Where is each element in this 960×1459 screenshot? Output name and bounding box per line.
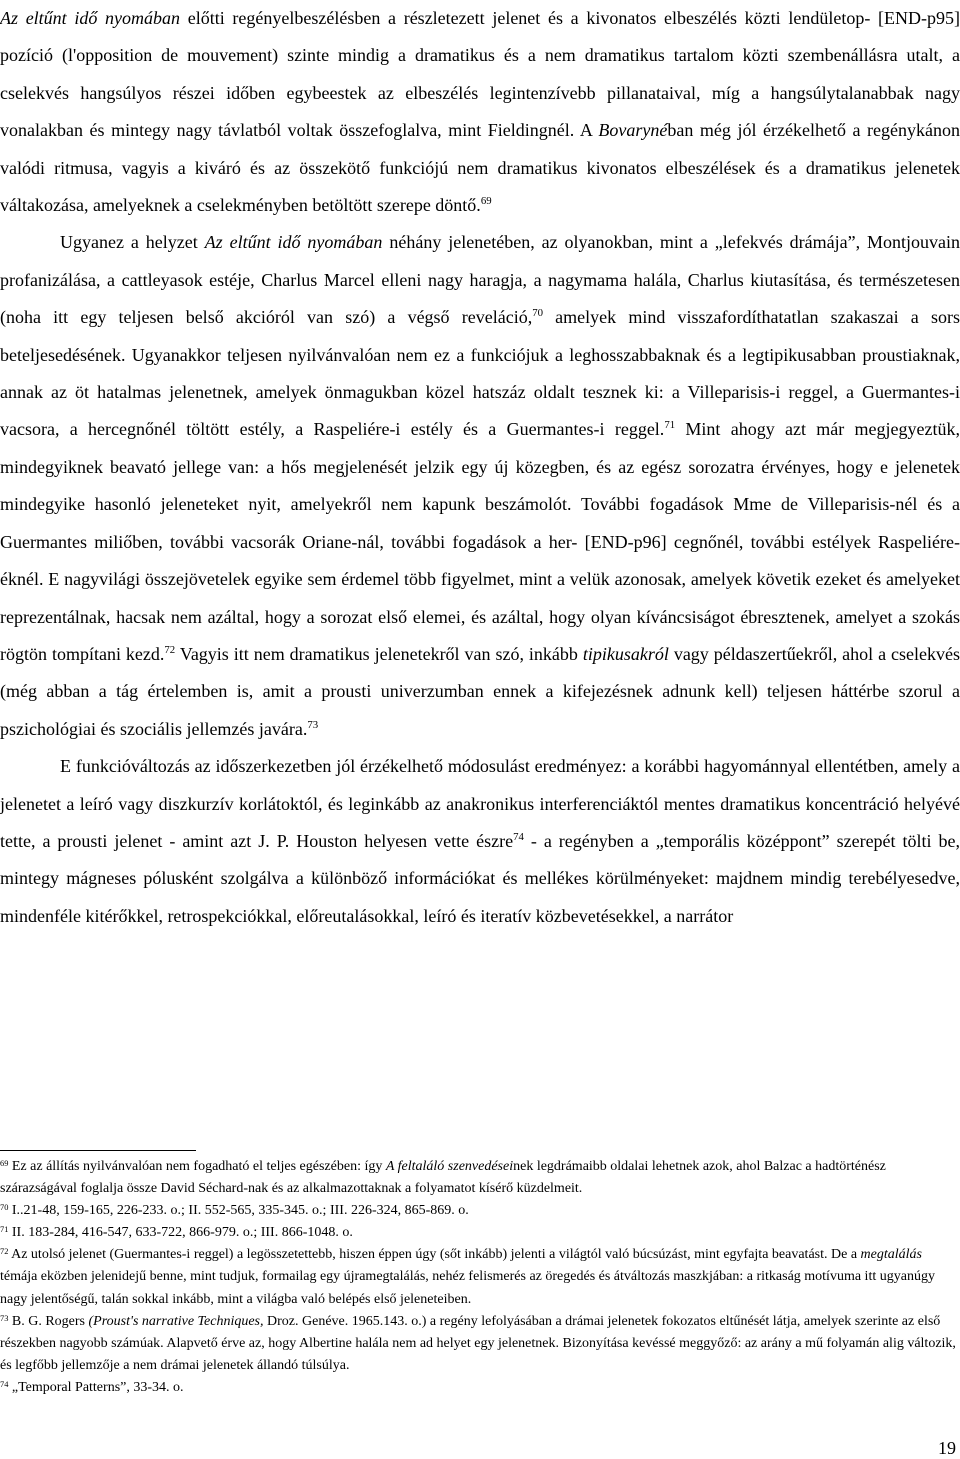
footnote-number: 73 xyxy=(0,1313,9,1323)
text-run: Mint ahogy azt már megjegyeztük, mindegyiknek beavató jellege van: a hős megjelenését jelzik egy új közegben, és az egész sorozatra érvényes, hogy e jelenetek mindegyike hasonló jeleneteket nyit, amelyekről nem kapunk beszámolót. További fogadások Mme de Villeparisis-nél és a Guermantes miliőben, további vacsorák Oriane-nál, további fogadások a her- [END-p96] cegnőnél, további estélyek Raspeliére-éknél. E nagyvilági összejövetelek egyike sem érdemel több figyelmet, mint a velük azonosak, amelyek követik ezeket és amelyeket reprezentálnak, hacsak nem azáltal, hogy a sorozat első elemei, és azáltal, hogy olyan kíváncsiságot ébresztenek, amelyet a szokás rögtön tompítani kezd. xyxy=(0,419,960,664)
footnote-69 xyxy=(0,1156,960,1200)
footnote-72 xyxy=(0,1244,960,1310)
footnote-number: 71 xyxy=(0,1225,9,1235)
text-run: néhány jelenetében, az olyanokban, mint a „lefekvés drámája”, Montjouvain profanizálása, a cattleyasok estéje, Charlus Marcel elleni nagy haragja, a nagymama halála, Charlus kiutasítása, és természetesen (noha itt egy teljesen belső akcióról van szó) a végső reveláció, xyxy=(0,232,960,328)
text-run: ban még jól érzékelhető a regénykánon valódi ritmusa, vagyis a kiváró és az összekötő funkciójú nem dramatikus kivonatos elbeszélések és a dramatikus jelenetek váltakozása, amelyeknek a cselekményben betöltött szerepe döntő. xyxy=(0,120,960,216)
text-run: Ez az állítás nyilvánvalóan nem fogadható el teljes egészében: így xyxy=(8,1159,386,1174)
page-number: 19 xyxy=(938,1438,956,1458)
book-title: Az eltűnt idő nyomában xyxy=(204,232,383,253)
footnote-number: 72 xyxy=(0,1247,9,1257)
footnote-71 xyxy=(0,1222,960,1244)
text-run: Vagyis itt nem dramatikus jelenetekről van szó, inkább xyxy=(175,643,583,664)
footnote-divider xyxy=(0,1150,196,1151)
footnote-ref: 73 xyxy=(307,718,319,731)
text-run: témája eközben jelenidejű benne, mint tudjuk, formailag egy újramegtalálás, nehéz felismerés az öregedés és átváltozás maszkjában: a ritkaság motívuma itt ugyanúgy nagy jelentőségű, talán sokkal inkább, mint a világba való belépés első jeleneteiben. xyxy=(0,1269,935,1307)
footnote-number: 74 xyxy=(0,1380,9,1390)
footnote-ref: 74 xyxy=(513,830,524,843)
emphasis: megtalálás xyxy=(860,1247,922,1263)
text-run: B. G. Rogers xyxy=(8,1313,89,1329)
text-run: vagy példaszertűekről, ahol a cselekvés (még abban a tág értelemben is, amit a prousti univerzumban ennek a kifejezésnek adnunk kell) teljesen háttérbe szorul a pszichológiai és szociális jellemzés javára. xyxy=(0,643,960,739)
text-run: I..21-48, 159-165, 226-233. o.; II. 552-565, 335-345. o.; III. 226-324, 865-869. o. xyxy=(8,1203,469,1219)
footnote-ref: 70 xyxy=(532,307,543,320)
footnote-70 xyxy=(0,1200,960,1222)
footnote-ref: 69 xyxy=(480,195,492,208)
text-run: „Temporal Patterns”, 33-34. o. xyxy=(8,1379,184,1395)
text-run: E funkcióváltozás az időszerkezetben jól érzékelhető módosulást eredményez: a korábbi hagyománnyal ellentétben, amely a jelenetet a leíró vagy diszkurzív korlátoktól, és leginkább az anakronikus interferenciáktól mentes dramatikus koncentráció helyévé tette, a prousti jelenet - amint azt J. P. Houston helyesen vette észre xyxy=(0,756,960,851)
book-title: Az eltűnt idő nyomában xyxy=(0,8,181,28)
book-title: (Proust's narrative Techniques, xyxy=(88,1313,264,1329)
paragraph xyxy=(0,748,960,935)
footnote-ref: 71 xyxy=(664,419,676,432)
book-title: Bovaryné xyxy=(598,120,668,141)
footnote-number: 70 xyxy=(0,1203,9,1213)
book-title: A feltaláló szenvedései xyxy=(385,1159,514,1174)
emphasis: tipikusakról xyxy=(582,643,669,664)
text-run: - a regényben a „temporális középpont” szerepét tölti be, mintegy mágneses pólusként szolgálva a különböző információkat és mellékes körülményeket: majdnem mindig terebélyesedve, mindenféle kitérőkkel, retrospekciókkal, előreutalásokkal, leíró és iteratív közbevetésekkel, a narrátor xyxy=(0,830,960,926)
paragraph xyxy=(0,0,960,224)
text-run: II. 183-284, 416-547, 633-722, 866-979. o.; III. 866-1048. o. xyxy=(8,1225,353,1241)
footnotes xyxy=(0,1156,960,1399)
text-run: Droz. Genéve. 1965.143. o.) a regény lefolyásában a drámai jelenetek fokozatos eltűnését látja, amelyek szerinte az első részekben nagyobb számúak. Alapvető érve az, hogy Albertine halála nem ad helyet egy jelenetnek. Bizonyítása kevéssé meggyőző: az arány a mű folyamán alig változik, és legfőbb jellemzője a nem drámai jelenetek állandó túlsúlya. xyxy=(0,1313,956,1373)
footnote-number: 69 xyxy=(0,1159,9,1169)
paragraph xyxy=(0,224,960,748)
text-run: amelyek mind visszafordíthatatlan szakaszai a sors beteljesedésének. Ugyanakkor teljesen nyilvánvalóan nem ez a funkciójuk a leghosszabbaknak és a legtipikusabban proustiaknak, annak az öt hatalmas jelenetnek, amelyek önmagukban közel hatszáz oldalt tesznek ki: a Villeparisis-i reggel, a Guermantes-i vacsora, a hercegnőnél töltött estély, a Raspeliére-i estély és a Guermantes-i reggel. xyxy=(0,307,960,440)
text-run: nek legdrámaibb oldalai lehetnek azok, ahol Balzac a hadtörténész szárazságával foglalja össze David Séchard-nak és az alkalmazottaknak a folyamatot kísérő küzdelmeit. xyxy=(0,1159,886,1197)
footnote-73 xyxy=(0,1311,960,1377)
footnote-ref: 72 xyxy=(164,643,176,656)
text-run: előtti regényelbeszélésben a részletezett jelenet és a kivonatos elbeszélés közti lendületop- [END-p95] pozíció (l'opposition de mouvement) szinte mindig a dramatikus és a nem dramatikus tartalom közti szembenállásra utalt, a cselekvés hangsúlyos részei időben egybeestek az elbeszélés legintenzívebb pillanataival, míg a hangsúlytalanabbak nagy vonalakban és mintegy nagy távlatból voltak összefoglalva, mint Fieldingnél. A xyxy=(0,8,960,141)
footnote-74 xyxy=(0,1377,960,1399)
text-run: Az utolsó jelenet (Guermantes-i reggel) a legösszetettebb, hiszen éppen úgy (sőt inkább) jelenti a világtól való búcsúzást, mint egyfajta beavatást. De a xyxy=(8,1247,861,1263)
text-run: Ugyanez a helyzet xyxy=(60,232,205,253)
